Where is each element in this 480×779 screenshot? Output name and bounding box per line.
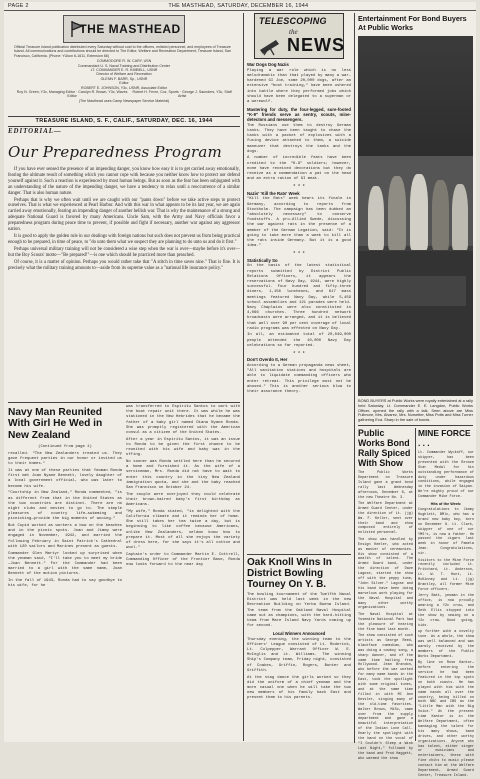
editor-title: Editor — [119, 81, 129, 86]
associate-editor: ROBERT E. JOHNSON, Y3c, USNR, Associate Editor — [81, 85, 167, 90]
editorial-body — [8, 167, 240, 271]
oak-knoll-headline: Oak Knoll Wins In District Bowling Tourney On Y. B. — [247, 557, 332, 590]
entertainment-headline: Entertainment For Bond Buyers At Public Works — [358, 14, 467, 32]
navy-man-story-col2 — [126, 405, 240, 742]
page-header-line — [4, 2, 476, 11]
oak-knoll-story — [247, 557, 351, 741]
mine-force-story — [418, 428, 474, 778]
story-paragraph: Jerry Batt, yeoman in the office, is now proudly wearing a Y2c crow, and Seth Ellis stopped into the show by sewing on a Y2c crow. Good going, kids. — [418, 594, 474, 628]
story-paragraph: Captain's order to Commander Martin E. Cottrell, Commanding Officer of the Frontier Base, Ronda now looks forward to the near day — [126, 552, 240, 568]
story-paragraph: Commander Glen Martyr looked up surprised when the yeoman said, "I'll take you to meet my bride —Joan Bennett." For the Commander had been married to a girl with the same name, Joan Bennett of the motion pictures. — [8, 551, 122, 577]
divider — [8, 126, 240, 127]
page-number: PAGE 2 — [8, 3, 29, 9]
bond-rally-photo — [358, 36, 473, 396]
divider — [8, 116, 240, 117]
story-paragraph: The bowling tournament of the Twelfth Naval District was held last week in the new Recreation Building on Yerba Buena Island. The team from the Oakland Naval Hospital came out as champions, with the hard-hitting team from Mare Island Navy Yards coming up for second. — [247, 593, 351, 629]
mine-force-headline: MINE FORCE . . . — [418, 428, 471, 448]
masthead-line: THE MASTHEAD, SATURDAY, DECEMBER 16, 1944 — [168, 3, 309, 9]
masthead-box — [8, 13, 240, 113]
dateline: TREASURE ISLAND, S. F., CALIF., SATURDAY, DEC. 16, 1944 — [35, 118, 213, 124]
story-paragraph: The Naval Hospital at Yosemite National Park had the pleasure of hearing the fine band last month. — [358, 612, 413, 632]
navy-man-body — [8, 445, 122, 589]
masthead-flag-icon — [70, 20, 84, 38]
story-paragraph: Visitors to the Mine Force recently included Lt. Pritchard, Lt. Anderson, Lt. W. T. Hunt, Lt. McKinney and Lt. (jg) Brantley, all former Mine Force officers. — [418, 558, 474, 592]
telescoping-logo-line2: the — [289, 28, 298, 36]
column-rule — [415, 428, 416, 741]
editorial-paragraph: If you have ever sensed the presence of an impending danger, you know how easy it is to get carried away emotionally, fearing the ultimate result of something which you cannot cope with because you neither know how to protect nor defend yourself against it. Such a reaction is experienced by most human beings. But as soon as the fear has been subjugated with an understanding of the nature of the impending danger, we have a tendency to relax until a reoccurrence of a similar danger. That is also human nature. — [8, 167, 240, 196]
telescoping-item-head: Mastering for duty, the four-legged, sure-footed "K-9" friends serve as sentry, scouts, mine-detectors and messengers. — [247, 106, 351, 123]
navy-man-headline: Navy Man Reunited With Girl He Wed in New Zealand — [8, 407, 103, 441]
story-paragraph: Thursday evening, the winning team to the Officers' League consisted of Lt. Roderick, Lt. Culpepper, Warrant Officer W. E. McInglis and Lt. Williams. The winning Ship's Company team, Friday night, consisted of Coakes, Griffin, Rogers, Bunter and Griffith. — [247, 637, 351, 673]
telescoping-items: War Dogs Dog Nazis Playing a war role which is no less melodramatic than that played by many a war-hardened GI Joe, some 20,000 dogs, after an extensive "boot training," have been ushered into battle where they performed jobs which should have been delegated to a superman or a werewolf. Mastering for duty, the four-legged, sure-footed "K-9" friends serve as sentry, scouts, mine-detectors and messengers. The Russians use them to destroy German tanks. They have been taught to chase the tanks with a packet of explosives with a fusing device attached to them, a suicide maneuver that destroys the tanks and the dogs. A number of incredible feats have been credited to the "K-9" soldiers; however, none have received decorations but they do receive as a commendation a pat on the head and an extra ration of GI meat. ★ ★ ★ Nazis' 'Kill the Rats' Week "Kill the Rats" week bears its finale in Germany, according to reports from Stockholm. The campaign has been dubbed an "absolutely necessary" to conserve foodstuffs. A pro-Allied Swede, discussing the war against rats in the presence of a member of the German Legation, said: "It is going to take more than a week to kill all the rats inside Germany. But it is a good idea." ★ ★ ★ Statistically So On the basis of the latest statistical reports submitted by District Public Relations Officers, it appears the reservations of Navy Day, 1944, were highly successful. Four hundred and fifty-three diners, 1,156 luncheons, and 617 mass meetings featured Navy Day, while 5,459 school assemblies and 121 parades were held. Navy Chaplains were also constituted in 4,066 churches. Three hundred network broadcasts were arranged, and it is believed that well over 90 per cent coverage of local radio programs was effected on Navy Day. In all, an estimated total of 20,049,000 people attended the 10,000 Navy Day celebrations so far reported. ★ ★ ★ Don't Overdo It, Her According to a German propaganda news sheet, "All sanitation stations and hospitals are able to liquidate commanding officers who enter retreat. This privilege must not be abused." This is another serious blow to their assurance theory. — [247, 62, 351, 394]
telescoping-column — [247, 13, 351, 551]
staff-list — [8, 90, 240, 99]
editorial-paragraph: Perhaps that is why we often wait until we are caught with our "pants down" before we take active steps to protect ourselves. That is what we experienced at Pearl Harbor. And with this war in what appears to be its last year, we are again carried away emotionally, fearing an impending danger of another hellish war. That is why the maintenance of a strong and adequate National Guard is favored by many Americans. Uncle Sam, with the Army and Navy officials favor a preparedness program during peace time to prevent, if possible and fight if necessary, another war against any aggressor nation. — [8, 197, 240, 233]
divider — [8, 402, 240, 403]
editorial-paragraph: It is good to apply the golden rule in our dealings with foreign nations but such does not prevent us from being practical enough to be prepared, in time of peace, to "do unto them what we suspect they are planning to do unto us and do it first." — [8, 233, 240, 245]
telescoping-item-text: A number of incredible feats have been credited to the "K-9" soldiers; however, none have received decorations but they do receive as a commendation a pat on the head and an extra ration of GI meat. — [247, 156, 351, 182]
telescope-icon — [258, 34, 282, 61]
story-paragraph: "Courtship in New Zealand," Ronda commented, "is as different from that in the United States as the two countries are distinct. There are no night clubs and movies to go to. The simple pleasures of country life—swimming and picnicking—provide the big moments of wooing." — [8, 491, 122, 522]
column-rule — [354, 13, 355, 743]
divider — [358, 425, 473, 426]
story-paragraph: At the stag dance the girls worked so they did the uniform of a chief yeoman and the more casual one when he will take the two new members of his family back East and present them to his parents. — [247, 675, 351, 701]
story-paragraph: Lt. Commander Wyckoff, our skipper, has been presented with the Bronze Star Medal for his outstanding performance of duty under hazardous conditions, while engaged in the invasion of Saipan. We're mighty proud of our Commander Mike Force. — [418, 451, 474, 500]
story-paragraph: In the fall of 1943, Ronda had to say goodbye to his wife, for he — [8, 579, 122, 589]
continued-note: (Continued from page 1) — [38, 445, 92, 450]
bond-rally-story — [358, 428, 413, 761]
story-paragraph: The show was handled by Ensign Keeler, who acted as master of ceremonies. His show consisted of a wealth of talent. The Armed Guard band, under the direction of Dave Lagose, started the show off with the peppy tune, "John Silver." Lagose and his band have been doing marvelous work playing for the Naval Hospital and many other worthy organizations. — [358, 537, 413, 611]
column-rule — [243, 13, 244, 741]
telescoping-item-text: In all, an estimated total of 20,049,000 people attended the 10,000 Navy Day celebrations so far reported. — [247, 333, 351, 348]
editor-name: GLENN F. BARR, Sp., USNR — [100, 76, 148, 81]
story-paragraph: But Cupid worked as workers a bow on the beaches and in the picnic spots. Joan and Jimmy were engaged in November, 1942, and married the following February in Saint Patrick's Cathedral with 120 sailors and Marines present as guests. — [8, 524, 122, 549]
director-title: Director of Welfare and Recreation — [96, 72, 152, 77]
telescoping-logo-line1: TELESCOPING — [259, 16, 327, 26]
commandant-name: COMMODORE R. W. CARY, USN — [96, 59, 152, 64]
newspaper-page — [4, 2, 476, 778]
staff-right: Robert H. Fevre, Coz, Sports · George J. Saunders, Y3c, Staff Artist — [132, 90, 232, 99]
story-paragraph: The Welfare Department at Armed Guard Center, under the direction of Lt. (jg) Wm. F. Keller, sent over their band and show composed entirely of enlisted personnel. — [358, 501, 413, 536]
editorial-kicker: EDITORIAL— — [8, 128, 62, 135]
editorial-paragraph: Of course, it is a matter of opinion. Perhaps you would rather take that "A stitch in time saves nine." That is fine. It is precisely what the military training amounts to—aside from its supreme value as a "national life insurance policy." — [8, 259, 240, 271]
telescoping-item-text: "Kill the Rats" week bears its finale in Germany, according to reports from Stockholm. The campaign has been dubbed an "absolutely necessary" to conserve foodstuffs. A pro-Allied Swede, discussing the war against rats in the presence of a member of the German Legation, said: "It is going to take more than a week to kill all the rats inside Germany. But it is a good idea." — [247, 197, 351, 249]
story-paragraph: was transferred to Espiritu Santos to work with the boat repair unit there. It was while he was stationed in the New Hebrides that he became the father of a baby girl named Diana Nyane Ronda. She was promptly registered with the American consul as a citizen of the United States. — [126, 405, 240, 436]
telescoping-item-text: On the basis of the latest statistical reports submitted by District Public Relations Officers, it appears the reservations of Navy Day, 1944, were highly successful. Four hundred and fifty-three diners, 1,156 luncheons, and 617 mass meetings featured Navy Day, while 5,459 school assemblies and 121 parades were held. Navy Chaplains were also constituted in 4,066 churches. Three hundred network broadcasts were arranged, and it is believed that well over 90 per cent coverage of local radio programs was effected on Navy Day. — [247, 264, 351, 331]
editorial-headline: Our Preparedness Program — [8, 143, 222, 161]
telescoping-item-head: Nazis' 'Kill the Rats' Week — [247, 190, 300, 196]
story-paragraph: Congratulations to Jimmy Hughlett, BMlc, who has a brand new baby boy, born on December 8. Lt. Clark, skipper of one of our YMS's, is now a father. He passed the cigars last week in honor of Pamela Jean. Congratulations, sir. — [418, 507, 474, 557]
masthead-logo — [63, 15, 185, 43]
story-subhead: Hits of the Week: — [430, 501, 462, 506]
member-note: (The Masthead uses Camp Newspaper Service Material) — [78, 98, 170, 103]
navy-man-story-col1 — [8, 405, 122, 742]
divider — [247, 554, 351, 555]
official-notice: Official Treasure Island publication distributed every Saturday without cost to the officers, enlisted personnel, and employees of Treasure Island. All communications and contributions should be directed to The Editor, Welfare and Recreation Department, Treasure Island, San Francisco, California. (Phone: YUkon 6-1611, Extension 66) — [14, 45, 232, 58]
editorial — [8, 128, 240, 398]
story-paragraph: up further with a novelty tune. As a whole, the show was well balanced and was warmly received by the members of the Public Works Department. — [418, 630, 474, 659]
editorial-paragraph: Perhaps universal military training will not be considered a wise step when the war is over—maybe before it's over—but the Boy Scouts' motto—"Be prepared!"—is one which should be practiced more than preached. — [8, 246, 240, 258]
photo-caption: BOND BUYERS at Public Works were royally entertained at a rally held Saturday. Lt. Commander E. E. Langdon, Public Works Officer, opened the rally with a talk. Seen above are Miss Fullmore, Mrs. Alvarez, Mrs. Norsetter, Miss Potts and Miss Turner gathering Eva. Sharp in the sale of bonds. — [358, 398, 473, 423]
staff-left: Roy N. Green, Y3c, Managing Editor · Carolyn R. Brown, Y3c, Waves Editor — [16, 90, 128, 99]
story-paragraph: recalled. "The New Zealanders treated us. They gave frequent parties in our honor or invited us to their homes." — [8, 451, 122, 467]
telescoping-item-head: War Dogs Dog Nazis — [247, 62, 289, 67]
commandant-title: Commandant U. S. Naval Training and Distribution Center — [77, 63, 171, 68]
telescoping-logo — [254, 13, 344, 59]
story-subhead: Local Winners Announced — [272, 630, 326, 636]
story-paragraph: The show consisted of such artists as George Reed, blackface comedian, who was doing a cowboy song, a sharp dancer, and of the same time hailing from Hollywood. Jean Brandon, who before the war worked for many name bands in the East, took the spotlight with some original tunes, and at the same time filled in with MC Ann Kessler, singing many of the old-time favorites. Walter Brown, MiSc, came over from the supply department and gave a beautiful interpretation of the Indian Love Call. Dearly the spotlight with the band on the vocal of "I Couldn't Sleep a Wink Last Night," followed by the band and Prod Haggett, who warmed the show — [358, 634, 413, 761]
masthead-logo-text: THE MASTHEAD — [79, 22, 181, 36]
telescoping-item-text: The Russians use them to destroy German tanks. They have been taught to chase the tanks with a packet of explosives with a fusing device attached to them, a suicide maneuver that destroys the tanks and the dogs. — [247, 123, 351, 154]
director-name: LT. COMMANDER E. R. KIMBELL, USNR — [90, 68, 158, 73]
telescoping-item-head: Statistically So — [247, 257, 278, 263]
telescoping-item-head: Don't Overdo It, Her — [247, 357, 288, 363]
story-paragraph: It was at one of these parties that Yeoman Ronda first met Joan Nyane Bennett, lovely daughter of a local government official, who was later to become his wife. — [8, 469, 122, 489]
telescoping-item-text: Playing a war role which is no less melodramatic than that played by many a war-hardened GI Joe, some 20,000 dogs, after an extensive "boot training," have been ushered into battle where they performed jobs which should have been delegated to a superman or a werewolf. — [247, 68, 351, 104]
telescoping-item-text: According to a German propaganda news sheet, "All sanitation stations and hospitals are able to liquidate commanding officers who enter retreat. This privilege must not be abused." This is another serious blow to their assurance theory. — [247, 363, 351, 394]
story-paragraph: The couple were overjoyed they could celebrate their brown-haired baby's first birthday as Americans. — [126, 492, 240, 508]
story-paragraph: The Public Works Department on Treasure Island gave a grand bond rally last Wednesday afternoon, December 6, at the new Theatre No. 3. — [358, 471, 413, 500]
story-paragraph: By line on Rose Kantor—before entering the service he had been featured in the top spots on both coasts. He has played with him with the name bands all over the country, being billed on both NBC and CBS as the "Little Man with the Big Voice." At the present time Kantor is in the Welfare Department, often bandaging the talent for his many shows, band drives, and other worthy organizations. Anyone who has talent, either singer or musicians and entertainers, these with fine chits to music please contact him at the Welfare Department, Armed Guard Center, Treasure Island. — [418, 661, 474, 778]
story-paragraph: No sooner was Ronda settled here than he secured a home and furnished it. As the wife of a serviceman, Mrs. Ronda did not have to wait to enter this country in the tiny New Zealand immigration quota, and she and the baby reached San Francisco on October 24. — [126, 460, 240, 491]
story-paragraph: "My wife," Ronda stated, "is delighted with the California climate and it reminds her of home. She still takes her tea twice a day, but is beginning to like coffee because Americans, unlike New Zealanders, seldom know how to prepare it. Most of all she enjoys the variety of dress here, for she says it's all cotton and wool." — [126, 509, 240, 551]
story-paragraph: After a year in Espiritu Santos, it was an issue to Ronda to be given the first chance to be reunited with his wife and baby was in the offing. — [126, 437, 240, 458]
telescoping-logo-line3: NEWS — [287, 35, 345, 55]
bond-rally-headline: Public Works Bond Rally Spiced With Show — [358, 428, 411, 468]
